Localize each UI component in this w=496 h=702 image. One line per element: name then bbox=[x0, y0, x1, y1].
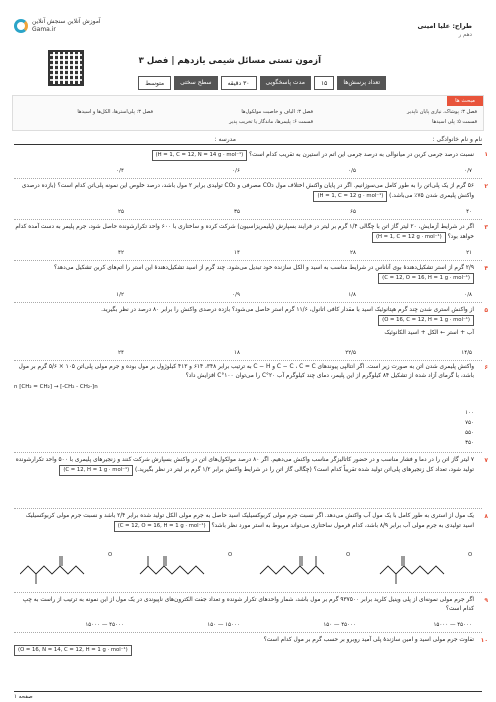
author: طراح: علیا امینی bbox=[417, 22, 472, 30]
question-number: ۲ bbox=[484, 183, 488, 190]
options-3 bbox=[14, 250, 472, 256]
formula: (H = 1, C = 12 g · mol⁻¹) bbox=[372, 232, 446, 243]
option-3[interactable]: ۰/۶ bbox=[232, 168, 240, 174]
question-8 bbox=[14, 512, 486, 532]
formula: (C = 12, O = 16, H = 1 g · mol⁻¹) bbox=[378, 273, 474, 284]
formula: (C = 12, H = 1 g · mol⁻¹) bbox=[59, 465, 133, 476]
option-1[interactable]: ۰/۸ bbox=[464, 292, 472, 298]
question-text: ۷ لیتر گاز اتن را در دما و فشار مناسب و در حضور کاتالیزگر مناسب واکنش می‌دهیم. اگر ۸۰ درصد مولکول‌های اتن در واکنش بسپارش شرکت کنند و زنجیرهای پلیمری با ۵۰۰ واحد تکرارشونده تولید شود، تعداد کل زنجیرهای پلی‌اتن تولید شده تقریباً کدام است؟ (چگالی گاز اتن را در شرایط واکنش برابر ۱/۲ گرم بر لیتر در نظر بگیرید.) bbox=[15, 457, 474, 473]
option-4[interactable]: ۳۵۰ bbox=[465, 440, 474, 446]
option-1[interactable]: ۰/۷ bbox=[464, 168, 472, 174]
brand-url: Gama.ir bbox=[32, 26, 56, 33]
stat-time-value: ۳۰ دقیقه bbox=[221, 76, 257, 90]
option-2[interactable]: ۱/۸ bbox=[348, 292, 356, 298]
structure-label-1: O bbox=[468, 552, 472, 558]
option-4[interactable]: ۲۴ bbox=[117, 350, 124, 356]
structure-label-2: O bbox=[346, 552, 350, 558]
option-1[interactable]: ۱۴/۵ bbox=[461, 350, 472, 356]
option-3[interactable]: ۳۵ bbox=[234, 209, 240, 215]
question-10 bbox=[14, 636, 486, 656]
topic-item: فصل ۳: پلی‌استرها، الکل‌ها و اسیدها bbox=[77, 109, 153, 115]
option-2[interactable]: ۷۵۰ bbox=[465, 420, 474, 426]
option-1[interactable]: ۴۵۰۰۰ — ۱۵۰۰۰ bbox=[433, 622, 472, 628]
question-text: نسبت درصد جرمی کربن در میانوالی به درصد جرمی این اتم در استیرن به تقریب کدام است؟ bbox=[249, 152, 474, 158]
question-1 bbox=[14, 150, 486, 161]
formula: (O = 16, C = 12, H = 1 g · mol⁻¹) bbox=[378, 315, 474, 326]
gama-logo-icon bbox=[14, 19, 28, 33]
question-4 bbox=[14, 264, 486, 284]
option-2[interactable]: ۶۵ bbox=[350, 209, 356, 215]
options-4 bbox=[14, 292, 472, 298]
options-5 bbox=[14, 350, 472, 356]
page-title: آزمون تستی مسائل شیمی یازدهم | فصل ۳ bbox=[138, 56, 321, 66]
structure-3[interactable] bbox=[140, 556, 204, 574]
option-3[interactable]: ۱۵۰۰۰ — ۱۵۰ bbox=[207, 622, 240, 628]
question-text: تفاوت جرم مولی اسید و امین سازندهٔ پلی آمید روبرو بر حسب گرم بر مول کدام است؟ bbox=[263, 637, 474, 643]
polymerization-equation: n [CH₂ = CH₂] → [-CH₂ - CH₂-]n bbox=[14, 384, 98, 390]
structure-2[interactable] bbox=[260, 556, 324, 574]
structure-1[interactable] bbox=[380, 556, 444, 584]
option-2[interactable]: ۲۲/۵ bbox=[345, 350, 356, 356]
option-4[interactable]: ۴۲ bbox=[117, 250, 124, 256]
question-9 bbox=[14, 596, 486, 614]
exam-header bbox=[10, 6, 486, 106]
structure-label-3: O bbox=[228, 552, 232, 558]
options-1 bbox=[14, 168, 472, 174]
question-number: ۷ bbox=[484, 457, 488, 464]
question-6 bbox=[14, 363, 486, 392]
stat-count-value: ۱۵ bbox=[314, 76, 334, 90]
option-3[interactable]: ۱۴ bbox=[234, 250, 240, 256]
stat-count-label: تعداد پرسش‌ها bbox=[337, 76, 386, 90]
option-3[interactable]: ۰/۹ bbox=[232, 292, 240, 298]
grade: دهم ر bbox=[458, 32, 472, 38]
formula: (O = 16, N = 14, C = 12, H = 1 g · mol⁻¹) bbox=[14, 645, 132, 656]
student-name-label: نام و نام خانوادگی : bbox=[432, 136, 482, 143]
brand bbox=[14, 18, 101, 34]
question-text: یک مول از استری به طور کامل با یک مول آب واکنش می‌دهد. اگر نسبت جرم مولی کربوکسیلیک اسید حاصل به جرم مولی الکل تولید شده برابر ۲/۴ باشد و نسبت جرم مولی کربوکسیلیک اسید تولیدی به جرم مولی آب برابر ۸/۹ باشد، کدام فرمول ساختاری می‌تواند مربوط به استر مورد نظر باشد؟ bbox=[25, 513, 474, 529]
options-9 bbox=[14, 622, 472, 628]
exam-stats bbox=[138, 76, 386, 90]
topic-item: قسمت ۵: پلی اسیدها bbox=[432, 119, 477, 125]
formula: (H = 1, C = 12 g · mol⁻¹) bbox=[313, 191, 387, 202]
topic-item: قسمت ۶: پلیمرها، ماندگار یا تخریب پذیر bbox=[229, 119, 313, 125]
question-3 bbox=[14, 223, 486, 243]
topic-item: فصل ۳: الیاف و خاصیت مولکول‌ها bbox=[241, 109, 313, 115]
option-1[interactable]: ۱۰۰ bbox=[465, 410, 474, 416]
options-6 bbox=[465, 408, 474, 448]
question-text: ۲/۹ گرم از استر تشکیل‌دهندهٔ بوی آناناس در شرایط مناسب به اسید و الکل سازنده خود تبدیل می‌شود. چند گرم از اسید تشکیل‌دهندهٔ این استر را اتم‌های کربن تشکیل می‌دهد؟ bbox=[53, 265, 474, 271]
question-number: ۸ bbox=[484, 513, 488, 520]
formula: (H = 1, C = 12, N = 14 g · mol⁻¹) bbox=[152, 150, 248, 161]
question-7 bbox=[14, 456, 486, 476]
question-text: واکنش پلیمری شدن اتن به صورت زیر است. اگر انتالپی پیوندهای C − C ، C = C و C − H به ترتیب برابر ۳۴۸، ۶۱۴ و ۴۱۳ کیلوژول بر مول بوده و جرم مولی پلی‌اتن ۱۰۵ × ۵/۶ گرم بر مول باشد، با گرمای آزاد شده از تشکیل ۸۴ کیلوگرم از این پلیمر، دمای چند کیلوگرم آب ۲۰°C را می‌توان ۱۰۰°C افزایش داد؟ bbox=[18, 364, 474, 379]
option-3[interactable]: ۱۸ bbox=[234, 350, 240, 356]
topic-item: فصل ۳: پوشاک، نیازی پایان ناپذیر bbox=[407, 109, 477, 115]
option-2[interactable]: ۲۸ bbox=[350, 250, 356, 256]
question-text: اگر جرم مولی نمونه‌ای از پلی وینیل کلرید برابر ۹۳۷۵۰۰ گرم بر مول باشد، شمار واحدهای تکرار شونده و تعداد جفت الکترون‌های ناپیوندی در یک مول از این نمونه به ترتیب از راست به چپ کدام است؟ bbox=[22, 597, 474, 612]
stat-difficulty-label: سطح سختی bbox=[174, 76, 217, 90]
options-2 bbox=[14, 209, 472, 215]
topics-tab: مبحث ها bbox=[447, 96, 483, 106]
option-1[interactable]: ۲۱ bbox=[466, 250, 472, 256]
option-4[interactable]: ۲۵ bbox=[117, 209, 124, 215]
page-number: صفحه ۱ bbox=[14, 694, 33, 700]
question-2 bbox=[14, 182, 486, 202]
structure-label-4: O bbox=[108, 552, 112, 558]
option-2[interactable]: ۰/۵ bbox=[348, 168, 356, 174]
stat-time-label: مدت پاسخگویی bbox=[260, 76, 311, 90]
option-4[interactable]: ۴۵۰۰۰ — ۱۵۰۰۰ bbox=[85, 622, 124, 628]
question-number: ۹ bbox=[484, 597, 488, 604]
structure-4[interactable] bbox=[20, 556, 84, 584]
option-2[interactable]: ۴۵۰۰۰ — ۱۵۰ bbox=[323, 622, 356, 628]
question-number: ۳ bbox=[484, 224, 488, 231]
question-number: ۱۰ bbox=[480, 637, 488, 644]
reaction-note: آب + استر ← الکل + اسید الکانوئیک bbox=[384, 330, 474, 336]
question-5 bbox=[14, 306, 486, 338]
option-4[interactable]: ۱/۲ bbox=[116, 292, 124, 298]
question-text: از واکنش استری شدن چند گرم هپتانوئیک اسید با مقدار کافی اتانول، ۱۱/۶ گرم استر حاصل می‌شود؟ بازده درصدی واکنش را برابر ۸۰ درصد در نظر بگیرید. bbox=[101, 307, 474, 313]
option-4[interactable]: ۰/۴ bbox=[116, 168, 124, 174]
question-number: ۶ bbox=[484, 364, 488, 371]
question-number: ۵ bbox=[484, 307, 488, 314]
question-number: ۱ bbox=[484, 151, 488, 158]
option-1[interactable]: ۴۰ bbox=[466, 209, 472, 215]
option-3[interactable]: ۵۵۰ bbox=[465, 430, 474, 436]
school-label: مدرسه : bbox=[214, 136, 236, 143]
stat-difficulty-value: متوسط bbox=[138, 76, 171, 90]
question-number: ۴ bbox=[484, 265, 488, 272]
topics-box bbox=[12, 95, 484, 131]
question-text: ۵۶ گرم از یک پلی‌اتن را به طور کامل می‌سوزانیم. اگر در پایان واکنش اختلاف مول CO₂ مصرفی و CO₂ تولیدی برابر ۲ مول باشد، درصد خلوص این نمونه پلی‌اتن کدام است؟ (بازده درصدی واکنش پلیمری شدن ۷۵٪ می‌باشد.) bbox=[21, 183, 474, 199]
question-text: اگر در شرایط آزمایش، ۲۰ لیتر گاز اتن با چگالی ۱/۴ گرم بر لیتر در فرایند بسپارش (پلیمریزاسیون) شرکت کرده و ساختاری با ۶۰۰ واحد تکرارشونده حاصل شود، جرم پلیمر به دست آمده کدام خواهد بود؟ bbox=[15, 224, 474, 240]
brand-name: آموزش آنلاین سنجش آنلاین bbox=[32, 18, 101, 25]
structure-options bbox=[20, 546, 480, 588]
formula: (C = 12, O = 16, H = 1 g · mol⁻¹) bbox=[114, 521, 210, 532]
